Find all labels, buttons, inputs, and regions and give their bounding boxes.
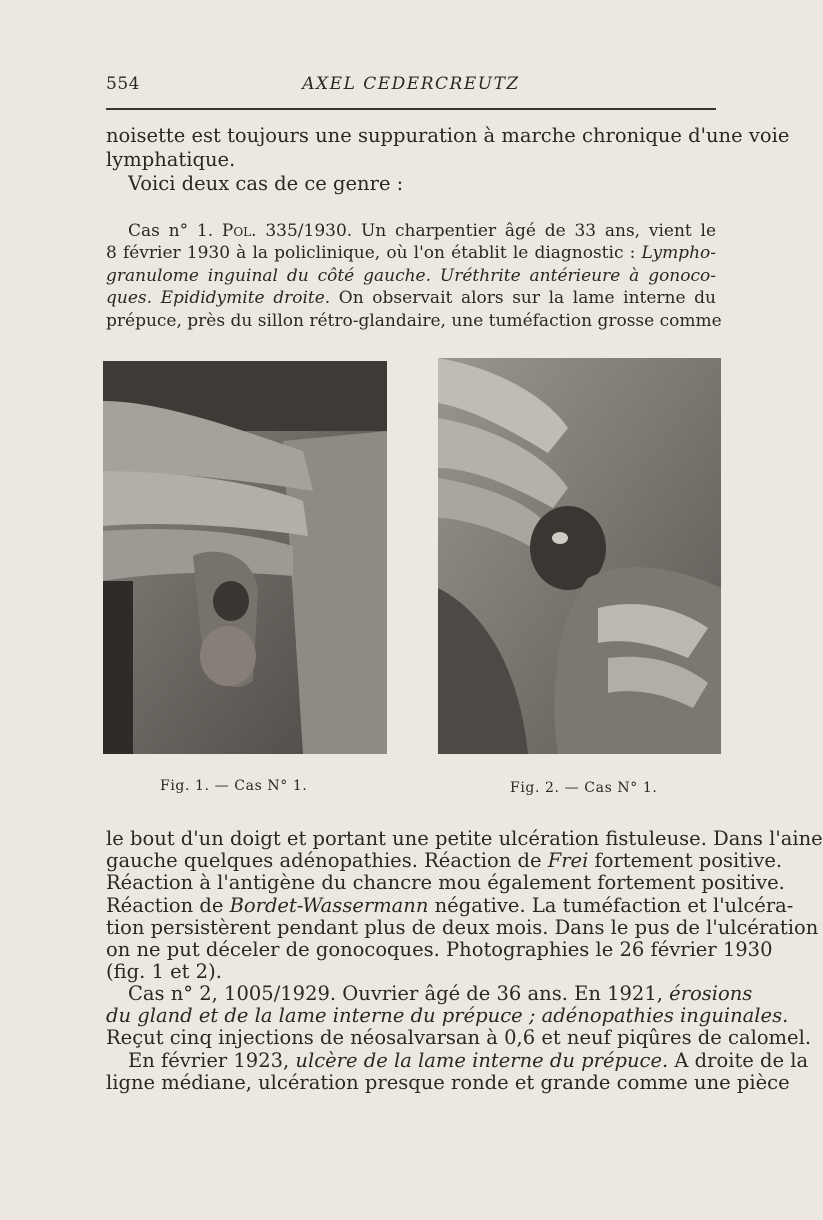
case-2-paragraph — [106, 982, 812, 1094]
text-line: gauche quelques adénopathies. Réaction de Frei fortement positive. — [106, 849, 783, 873]
figure-1-caption: Fig. 1. — Cas N° 1. — [160, 778, 308, 794]
text-line: prépuce, près du sillon rétro-glandaire, une tuméfaction grosse comme — [106, 310, 722, 331]
text-line: tion persistèrent pendant plus de deux mois. Dans le pus de l'ulcération — [106, 915, 819, 939]
text-line: noisette est toujours une suppuration à marche chronique d'une voie — [106, 124, 790, 147]
text-line: Cas n° 2, 1005/1929. Ouvrier âgé de 36 ans. En 1921, érosions — [128, 982, 753, 1005]
header-rule — [106, 108, 716, 110]
text-line: Réaction de Bordet-Wassermann négative. La tuméfaction et l'ulcéra- — [106, 893, 794, 917]
figure-1-photo — [103, 361, 387, 754]
text-line: on ne put déceler de gonocoques. Photographies le 26 février 1930 — [106, 938, 773, 962]
text-line: ques. Epididymite droite. On observait alors sur la lame interne du — [106, 288, 716, 309]
text-line: Cas n° 1. Pol. 335/1930. Un charpentier âgé de 33 ans, vient le — [128, 221, 717, 241]
text-line: le bout d'un doigt et portant une petite ulcération fistuleuse. Dans l'aine — [106, 827, 823, 850]
text-line: Réaction à l'antigène du chancre mou également fortement positive. — [106, 871, 785, 895]
intro-line: Voici deux cas de ce genre : — [128, 172, 404, 195]
text-line: (fig. 1 et 2). — [106, 960, 222, 984]
running-title: AXEL CEDERCREUTZ — [302, 74, 520, 94]
running-header — [106, 74, 716, 104]
top-paragraph — [106, 124, 790, 196]
text-line: En février 1923, ulcère de la lame interne du prépuce. A droite de la — [128, 1048, 809, 1072]
figure-2-caption: Fig. 2. — Cas N° 1. — [510, 780, 658, 796]
text-line: 8 février 1930 à la policlinique, où l'on établit le diagnostic : Lympho- — [106, 243, 716, 264]
text-line: du gland et de la lame interne du prépuce ; adénopathies inguinales. — [106, 1004, 789, 1028]
text-line: lymphatique. — [106, 148, 236, 171]
page-number: 554 — [106, 74, 140, 94]
case-1-continuation — [106, 827, 823, 984]
figure-1-image — [103, 361, 387, 754]
text-line: ligne médiane, ulcération presque ronde et grande comme une pièce — [106, 1070, 790, 1094]
text-line: Reçut cinq injections de néosalvarsan à 0,6 et neuf piqûres de calomel. — [106, 1026, 812, 1050]
figure-2-image — [438, 358, 721, 754]
case-1-paragraph — [106, 220, 722, 332]
figure-2-photo — [438, 358, 721, 754]
text-line: granulome inguinal du côté gauche. Uréthrite antérieure à gonoco- — [106, 265, 716, 286]
